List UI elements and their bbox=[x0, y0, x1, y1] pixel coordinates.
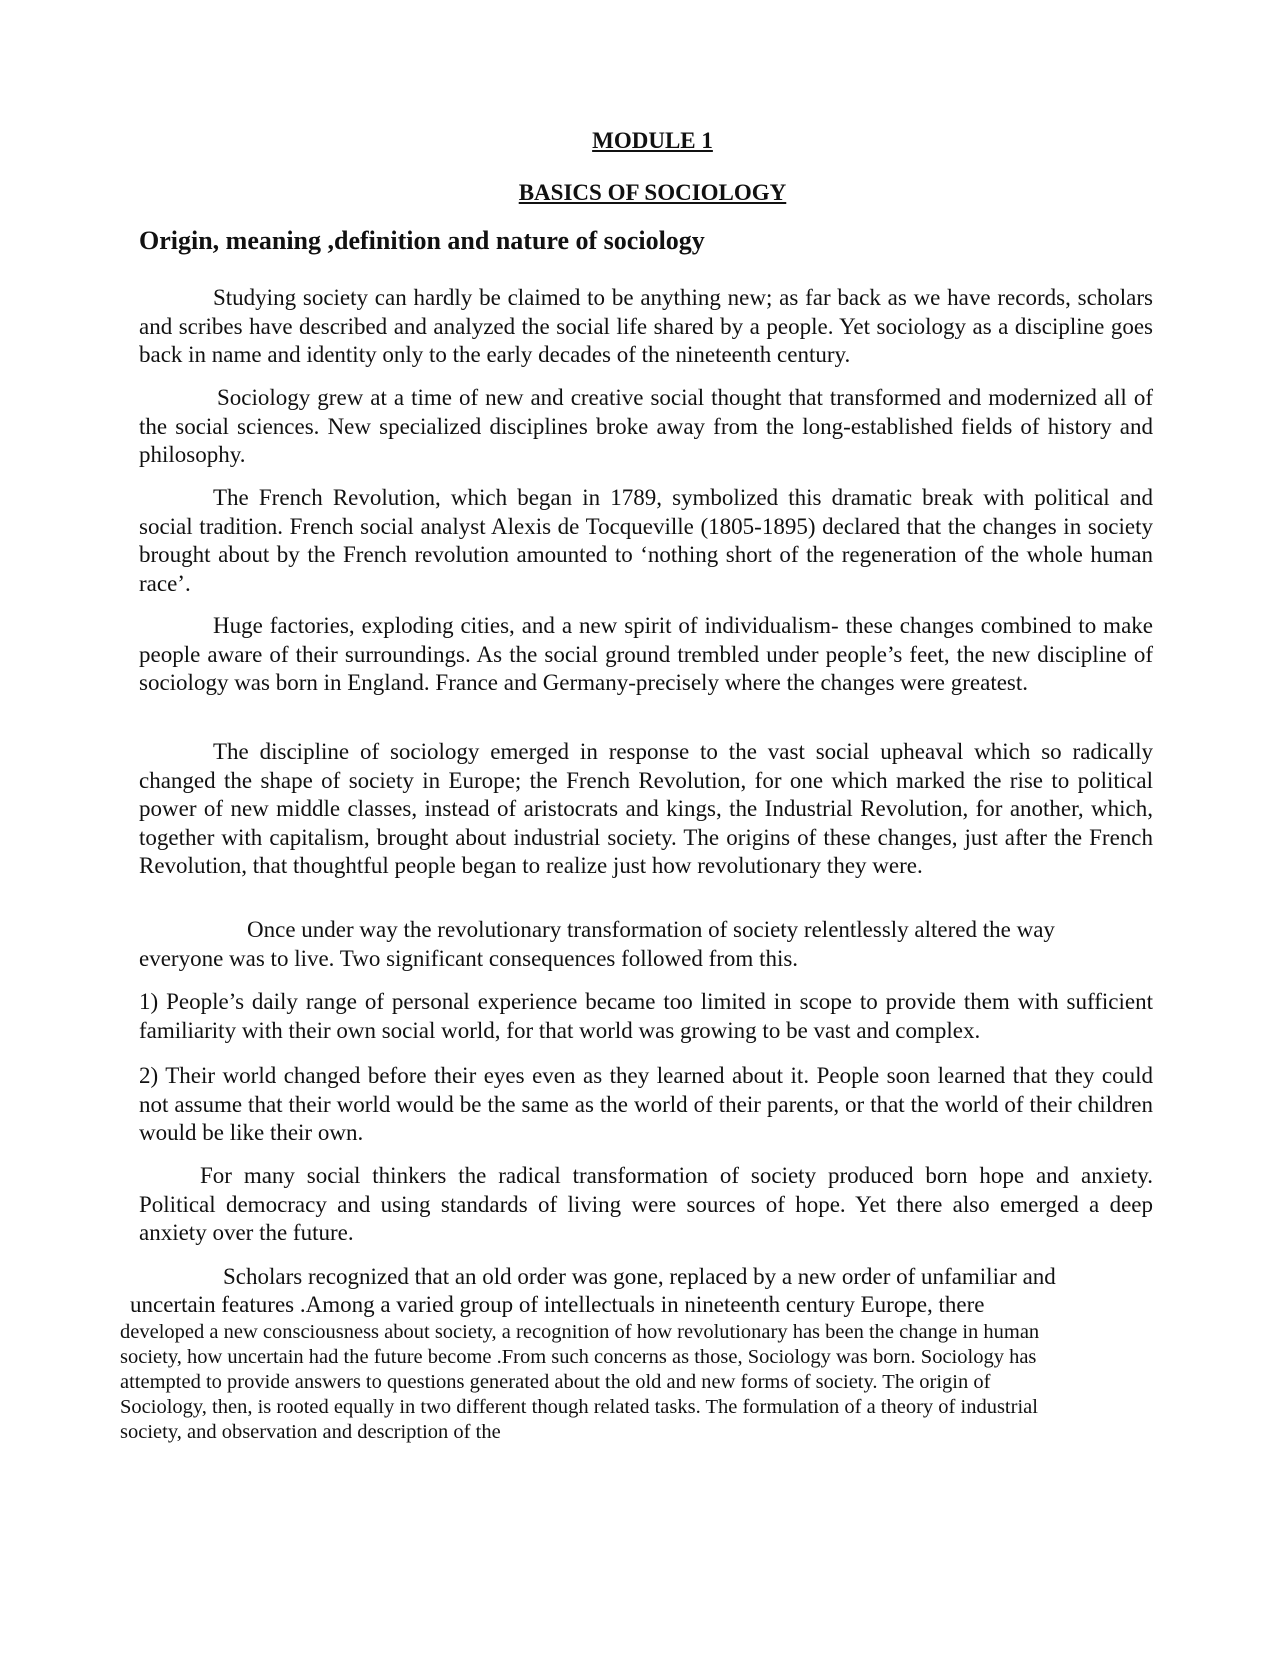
final-paragraph-line: society, how uncertain had the future become .From such concerns as those, Sociology was born. Sociology has bbox=[120, 1346, 1037, 1368]
paragraph-1: Studying society can hardly be claimed to be anything new; as far back as we have records, scholars and scribes have described and analyzed the social life shared by a people. Yet sociology as a discipline goes back in name and identity only to the early decades of the nineteenth century. bbox=[139, 285, 1153, 368]
paragraph-9: For many social thinkers the radical transformation of society produced born hope and anxiety. Political democracy and using standards of living were sources of hope. Yet there also emerged a deep anxiety over the future. bbox=[139, 1163, 1153, 1246]
section-heading: Origin, meaning ,definition and nature of sociology bbox=[139, 226, 705, 255]
paragraph-6: Once under way the revolutionary transformation of society relentlessly altered the way everyone was to live. Two significant consequences followed from this. bbox=[139, 917, 1055, 971]
page-title: BASICS OF SOCIOLOGY bbox=[518, 180, 787, 205]
final-paragraph-line: uncertain features .Among a varied group of intellectuals in nineteenth century Europe, there bbox=[130, 1292, 985, 1317]
paragraph-7: 1) People’s daily range of personal experience became too limited in scope to provide them with sufficient familiarity with their own social world, for that world was growing to be vast and complex. bbox=[139, 989, 1153, 1043]
final-paragraph-line: Sociology, then, is rooted equally in two different though related tasks. The formulation of a theory of industrial bbox=[120, 1396, 1038, 1418]
paragraph-8: 2) Their world changed before their eyes even as they learned about it. People soon learned that they could not assume that their world would be the same as the world of their parents, or that the world of their children would be like their own. bbox=[139, 1063, 1153, 1146]
final-paragraph-line: attempted to provide answers to questions generated about the old and new forms of society. The origin of bbox=[120, 1371, 991, 1393]
final-paragraph-line: Scholars recognized that an old order was gone, replaced by a new order of unfamiliar and bbox=[223, 1264, 1056, 1289]
final-paragraph-line: society, and observation and description of the bbox=[120, 1421, 501, 1443]
paragraph-4: Huge factories, exploding cities, and a new spirit of individualism- these changes combined to make people aware of their surroundings. As the social ground trembled under people’s feet, the new discipline of sociology was born in England. France and Germany-precisely where the changes were greatest. bbox=[139, 613, 1153, 696]
module-label: MODULE 1 bbox=[592, 128, 713, 153]
paragraph-3: The French Revolution, which began in 1789, symbolized this dramatic break with political and social tradition. French social analyst Alexis de Tocqueville (1805-1895) declared that the changes in society brought about by the French revolution amounted to ‘nothing short of the regeneration of the whole human race’. bbox=[139, 485, 1153, 596]
paragraph-2: Sociology grew at a time of new and creative social thought that transformed and modernized all of the social sciences. New specialized disciplines broke away from the long-established fields of history and philosophy. bbox=[139, 385, 1153, 468]
final-paragraph-line: developed a new consciousness about society, a recognition of how revolutionary has been the change in human bbox=[120, 1321, 1040, 1343]
paragraph-5: The discipline of sociology emerged in response to the vast social upheaval which so radically changed the shape of society in Europe; the French Revolution, for one which marked the rise to political power of new middle classes, instead of aristocrats and kings, the Industrial Revolution, for another, which, together with capitalism, brought about industrial society. The origins of these changes, just after the French Revolution, that thoughtful people began to realize just how revolutionary they were. bbox=[139, 739, 1153, 879]
